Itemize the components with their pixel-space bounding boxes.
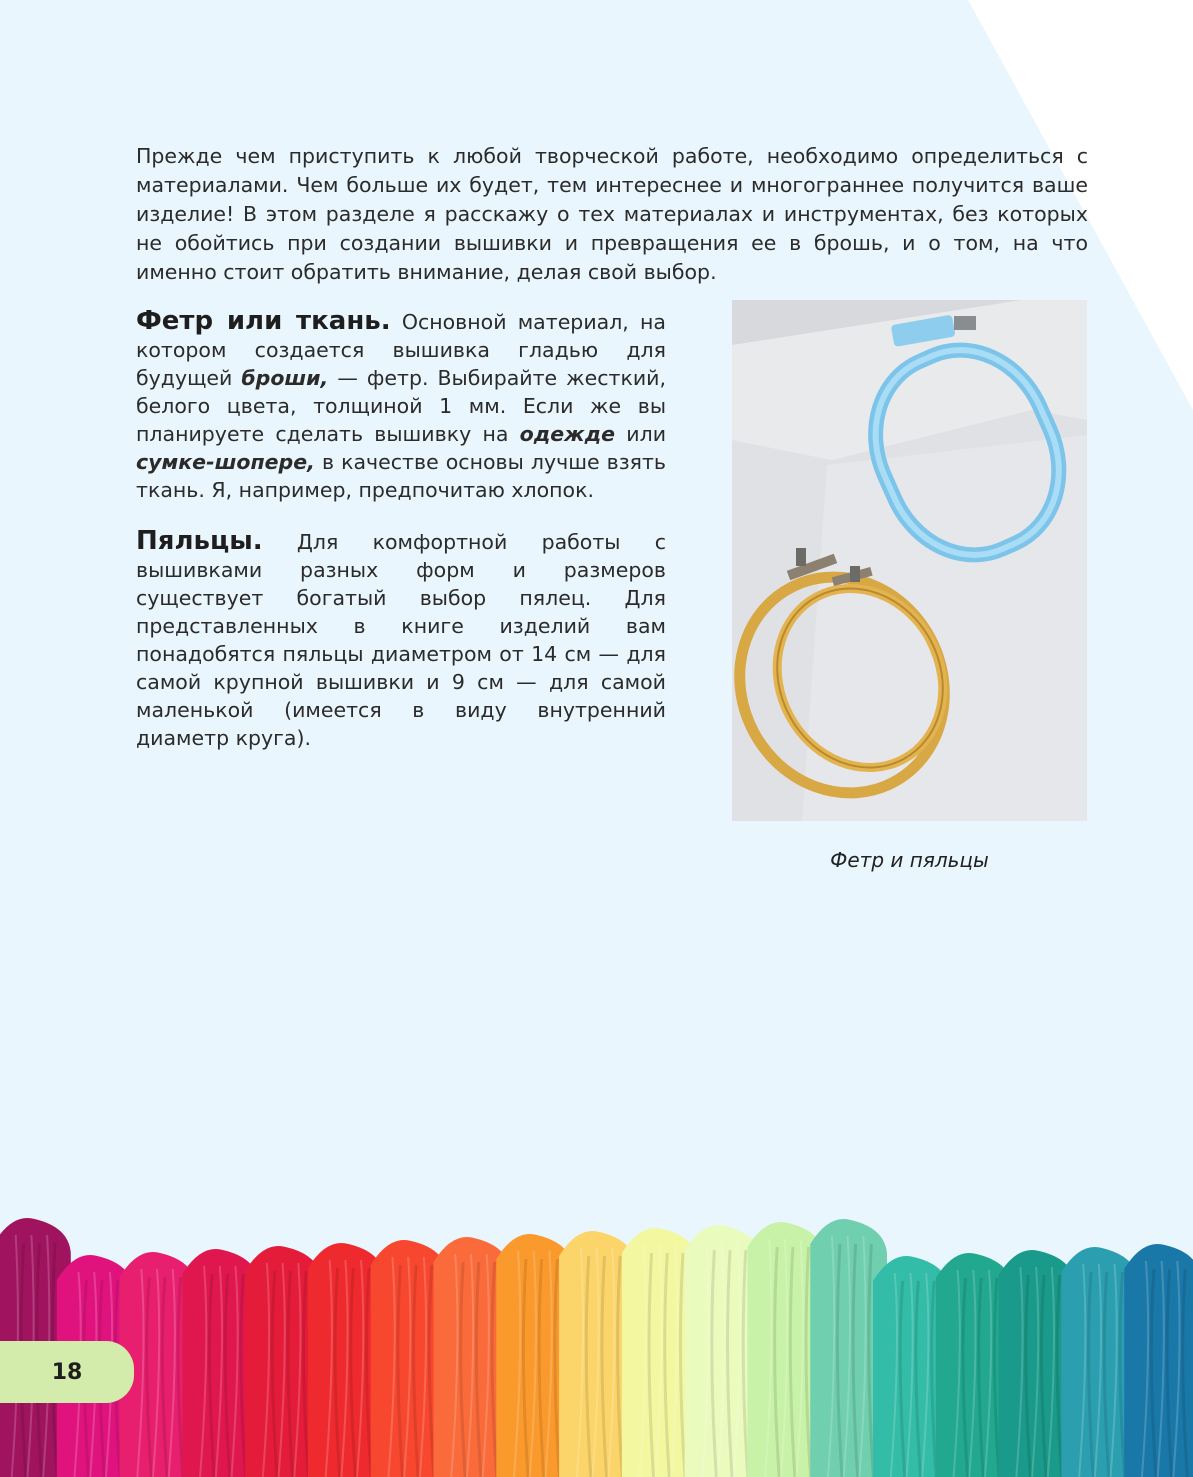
felt-emphasis: сумке-шопере,: [136, 450, 315, 474]
felt-and-hoops-photo: [732, 300, 1087, 821]
felt-text: или: [615, 422, 667, 446]
page-number: 18: [0, 1341, 134, 1403]
yarn-skeins-banner: [0, 1205, 1193, 1477]
felt-text: Основной материал, на котором создается вышивка гладью для будущей: [136, 310, 666, 390]
intro-paragraph: Прежде чем приступить к любой творческой работе, необходимо определиться с материалами. Чем больше их будет, тем интереснее и многограннее получится ваше изделие! В этом разделе я расскажу о тех материалах и инструментах, без которых не обойтись при создании вышивки и превращения ее в брошь, и о том, на что именно стоит обратить внимание, делая свой выбор.: [136, 144, 1088, 284]
hoops-text: Для комфортной работы с вышивками разных форм и размеров существует богатый выбор пялец. Для представленных в книге изделий вам понадобятся пяльцы диаметром от 14 см — для самой крупной вышивки и 9 см — для самой маленькой (имеется в виду внутренний диаметр круга).: [136, 530, 666, 750]
felt-heading: Фетр или ткань.: [136, 306, 391, 336]
felt-emphasis: броши,: [241, 366, 329, 390]
yarn-skein: [1124, 1244, 1193, 1477]
felt-section: [136, 307, 666, 504]
felt-emphasis: одежде: [519, 422, 616, 446]
hoops-heading: Пяльцы.: [136, 526, 263, 556]
photo-caption: Фетр и пяльцы: [830, 848, 989, 872]
felt-text: — фетр. Выбирайте жесткий, белого цвета, толщиной 1 мм. Если же вы планируете сделать вышивку на: [136, 366, 666, 446]
felt-text: в качестве основы лучше взять ткань. Я, например, предпочитаю хлопок.: [136, 450, 666, 502]
hoops-section: [136, 527, 666, 752]
